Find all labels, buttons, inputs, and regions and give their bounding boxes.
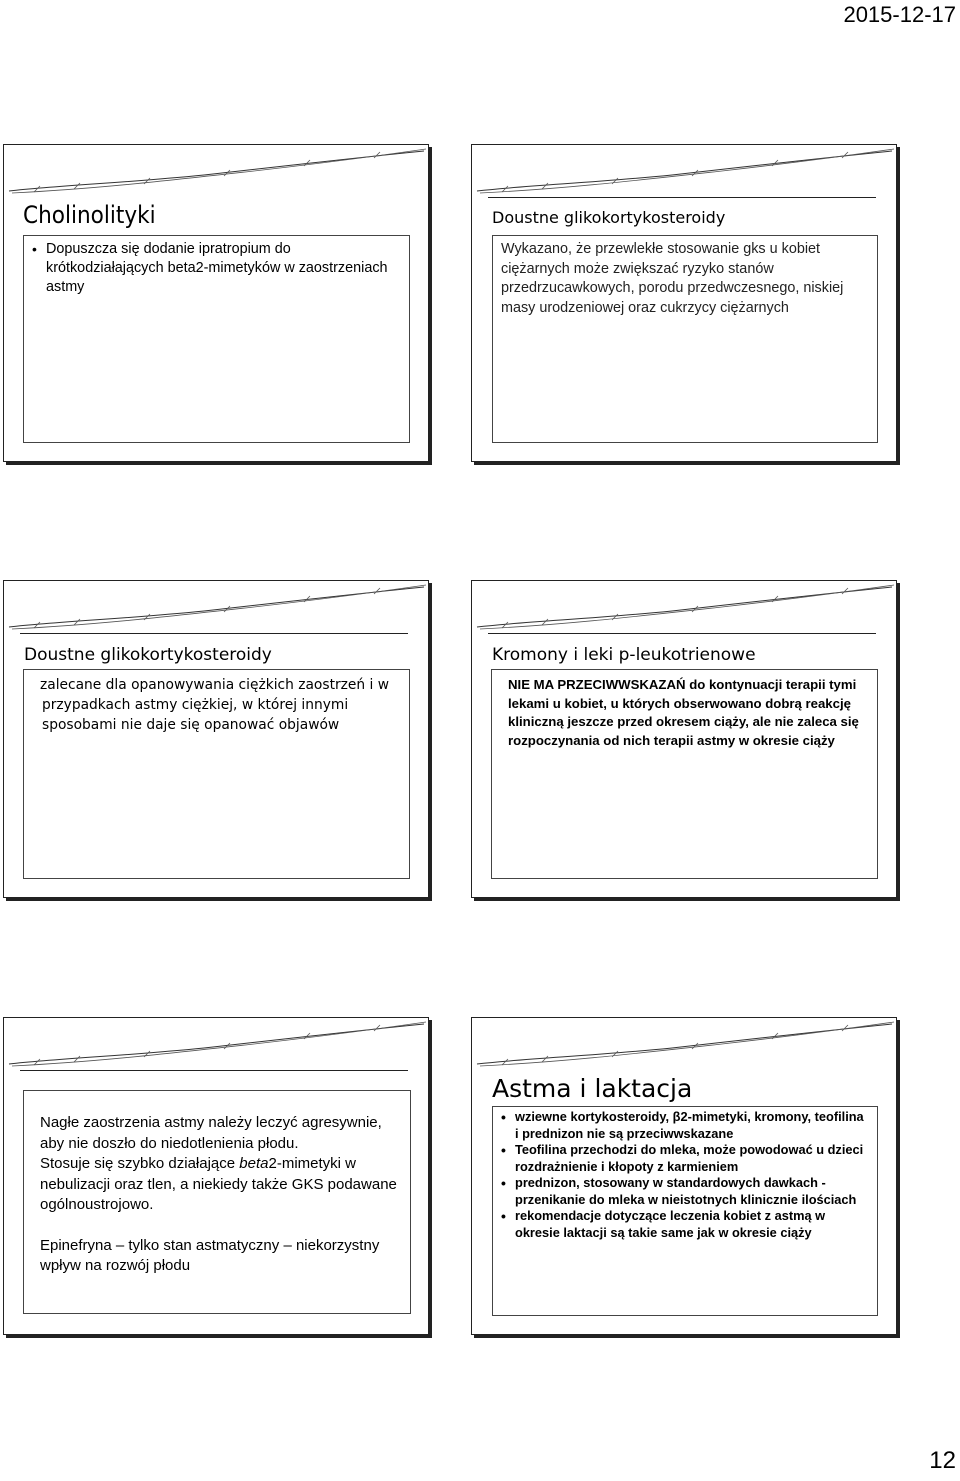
slide-header-decoration: [472, 581, 896, 641]
title-rule: [488, 197, 876, 198]
slide-title: Cholinolityki: [23, 201, 156, 229]
slide-text: NIE MA PRZECIWWSKAZAŃ do kontynuacji terapii tymi lekami u kobiet, u których obserwowano dobrą reakcję kliniczną jeszcze przed okresem ciąży, ale nie zaleca się rozpoczynania od nich terapii astmy w okresie ciąży: [508, 677, 859, 748]
slide-content-box: [492, 1106, 878, 1316]
slide-content-box: [23, 1090, 411, 1314]
slide-cholinolityki: [3, 144, 429, 462]
title-rule: [20, 1070, 408, 1071]
slide-doustne-gks-2: [3, 580, 429, 898]
bullet-item: • Teofilina przechodzi do mleka, może powodować u dzieci rozdrażnienie i kłopoty z karmieniem: [499, 1142, 869, 1175]
title-rule: [488, 633, 876, 634]
document-date: 2015-12-17: [843, 2, 956, 27]
slide-header-decoration: [4, 581, 428, 641]
bullet-item: • Dopuszcza się dodanie ipratropium do krótkodziałających beta2-mimetyków w zaostrzeniach astmy: [30, 240, 403, 297]
bullet-item: • prednizon, stosowany w standardowych dawkach - przenikanie do mleka w nieistotnych klinicznie ilościach: [499, 1175, 869, 1208]
bullet-item: • rekomendacje dotyczące leczenia kobiet z astmą w okresie laktacji są takie same jak w okresie ciąży: [499, 1208, 869, 1241]
slide-paragraph-1: Nagłe zaostrzenia astmy należy leczyć agresywnie, aby nie doszło do niedotlenienia płodu.: [40, 1114, 382, 1152]
slide-paragraph-3: Epinefryna – tylko stan astmatyczny – niekorzystny wpływ na rozwój płodu: [40, 1236, 380, 1274]
bullet-item: • wziewne kortykosteroidy, β2-mimetyki, kromony, teofilina i prednizon nie są przeciwwskazane: [499, 1109, 869, 1142]
slide-title: Doustne glikokortykosteroidy: [492, 208, 726, 227]
slide-kromony: [471, 580, 897, 898]
slide-title: Doustne glikokortykosteroidy: [24, 645, 272, 665]
slide-nagle-zaostrzenia: [3, 1017, 429, 1335]
slide-astma-laktacja: [471, 1017, 897, 1335]
slide-doustne-gks-1: [471, 144, 897, 462]
paragraph-2-text-rest: 2-mimetyki w nebulizacji oraz tlen, a niekiedy także GKS podawane ogólnoustrojowo.: [40, 1155, 397, 1213]
page-number: 12: [929, 1447, 956, 1474]
paragraph-2-text: Stosuje się szybko działające: [40, 1155, 240, 1172]
title-rule: [20, 633, 408, 634]
slide-header-decoration: [4, 1018, 428, 1078]
slide-title: Kromony i leki p-leukotrienowe: [492, 645, 756, 665]
slide-paragraph-2: [40, 1154, 398, 1216]
slide-header-decoration: [4, 145, 428, 205]
slide-text: Wykazano, że przewlekłe stosowanie gks u kobiet ciężarnych może zwiększać ryzyko stanów przedrzucawkowych, porodu przedwczesnego, niskiej masy urodzeniowej oraz cukrzycy ciężarnych: [501, 241, 844, 316]
slide-content-box: [492, 235, 878, 443]
slide-text: zalecane dla opanowywania ciężkich zaostrzeń i w przypadkach astmy ciężkiej, w której innymi sposobami nie daje się opanować objawów: [40, 677, 390, 733]
slide-header-decoration: [472, 1018, 896, 1078]
slide-header-decoration: [472, 145, 896, 205]
slide-content-box: [23, 669, 410, 879]
slide-content-box: [23, 235, 410, 443]
slide-content-box: [491, 669, 878, 879]
slide-title: Astma i laktacja: [492, 1074, 693, 1103]
paragraph-2-emphasis: beta: [239, 1155, 269, 1172]
